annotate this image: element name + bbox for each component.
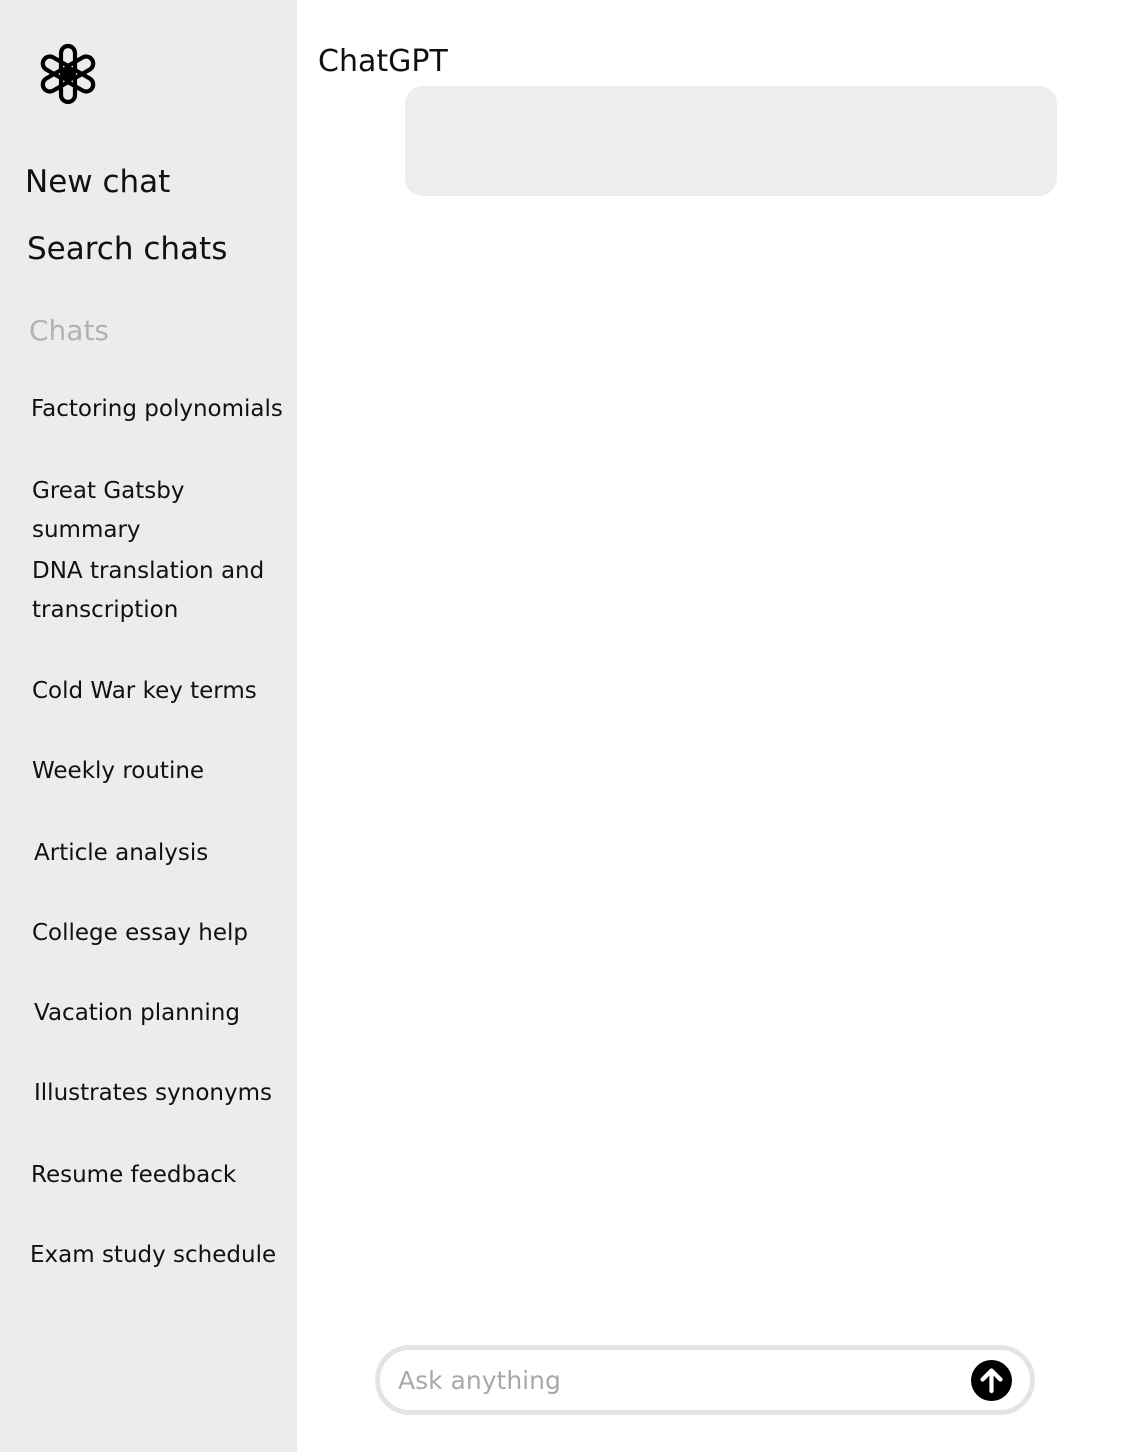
composer: [375, 1345, 1035, 1415]
chat-main: [297, 0, 1124, 1452]
chat-item-vacation-planning[interactable]: Vacation planning: [34, 1000, 240, 1026]
send-button[interactable]: [971, 1360, 1012, 1401]
openai-logo-icon[interactable]: [34, 40, 102, 108]
chat-item-college-essay-help[interactable]: College essay help: [32, 920, 248, 946]
chat-item-great-gatsby-summary[interactable]: Great Gatsby summary: [32, 478, 185, 543]
chat-item-resume-feedback[interactable]: Resume feedback: [31, 1162, 237, 1188]
arrow-up-icon: [971, 1360, 1012, 1401]
chat-item-exam-study-schedule[interactable]: Exam study schedule: [30, 1242, 277, 1268]
page-title: ChatGPT: [318, 44, 448, 79]
chat-item-cold-war-key-terms[interactable]: Cold War key terms: [32, 678, 257, 704]
chat-item-weekly-routine[interactable]: Weekly routine: [32, 758, 205, 784]
sidebar: [0, 0, 297, 1452]
user-message-bubble: [405, 86, 1057, 196]
chat-input[interactable]: [398, 1360, 958, 1400]
chat-item-factoring-polynomials[interactable]: Factoring polynomials: [31, 396, 283, 422]
chats-section-label: Chats: [29, 314, 110, 347]
chat-item-dna-translation[interactable]: DNA translation and transcription: [32, 558, 265, 623]
chat-item-article-analysis[interactable]: Article analysis: [34, 840, 209, 866]
chat-item-illustrates-synonyms[interactable]: Illustrates synonyms: [34, 1080, 272, 1106]
search-chats-button[interactable]: Search chats: [27, 231, 228, 267]
new-chat-button[interactable]: New chat: [25, 164, 171, 200]
